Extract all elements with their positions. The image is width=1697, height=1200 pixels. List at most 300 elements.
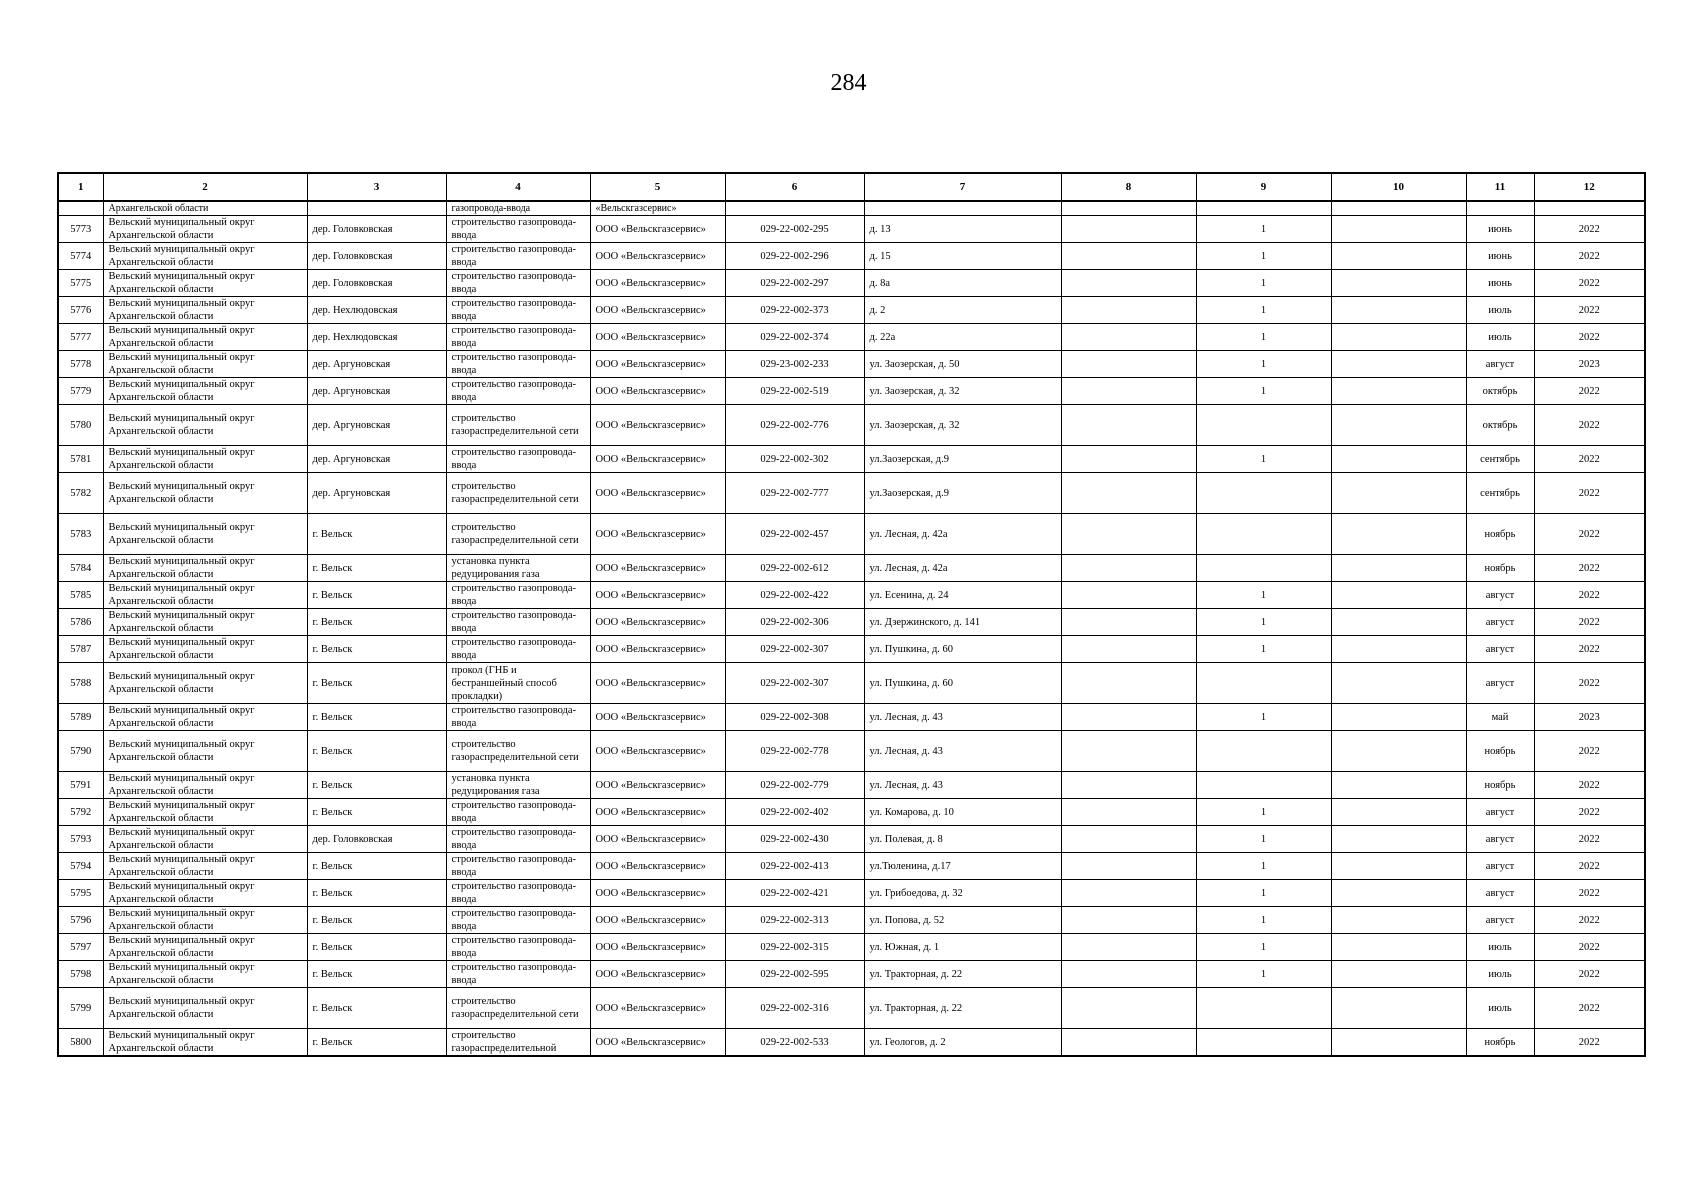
cell-col10 <box>1331 907 1466 934</box>
cell-year: 2022 <box>1534 446 1645 473</box>
cell-year: 2023 <box>1534 351 1645 378</box>
cell-municipality: Вельский муниципальный округ Архангельской области <box>103 704 307 731</box>
column-header: 1 <box>58 173 103 201</box>
cell-col9: 1 <box>1196 378 1331 405</box>
cell-month: август <box>1466 853 1534 880</box>
cell-work: установка пункта редуцирования газа <box>446 772 590 799</box>
cell-col8 <box>1061 826 1196 853</box>
cell-col9: 1 <box>1196 799 1331 826</box>
column-header: 2 <box>103 173 307 201</box>
cell-settlement: г. Вельск <box>307 880 446 907</box>
cell-address: д. 2 <box>864 297 1061 324</box>
cell-code: 029-22-002-307 <box>725 636 864 663</box>
cell-settlement: г. Вельск <box>307 853 446 880</box>
cell-municipality: Вельский муниципальный округ Архангельской области <box>103 378 307 405</box>
cell-settlement: дер. Головковская <box>307 826 446 853</box>
cell-settlement: дер. Аргуновская <box>307 378 446 405</box>
cell-work: строительство газопровода-ввода <box>446 704 590 731</box>
cell-work: строительство газопровода-ввода <box>446 324 590 351</box>
cell-work: строительство газораспределительной сети <box>446 731 590 772</box>
cell-address: ул. Есенина, д. 24 <box>864 582 1061 609</box>
cell-col10 <box>1331 378 1466 405</box>
cell-municipality: Вельский муниципальный округ Архангельской области <box>103 826 307 853</box>
cell-municipality: Вельский муниципальный округ Архангельской области <box>103 297 307 324</box>
cell-contractor: ООО «Вельскгазсервис» <box>590 663 725 704</box>
cell-year: 2022 <box>1534 405 1645 446</box>
cell-col9: 1 <box>1196 351 1331 378</box>
cell-col8 <box>1061 216 1196 243</box>
cell-col10 <box>1331 880 1466 907</box>
table-row <box>58 270 1645 297</box>
cell-col9: 1 <box>1196 609 1331 636</box>
cell-col9: 1 <box>1196 826 1331 853</box>
cell-address: ул. Лесная, д. 43 <box>864 704 1061 731</box>
cell-work: строительство газопровода-ввода <box>446 880 590 907</box>
cell-no: 5799 <box>58 988 103 1029</box>
cell-month: июль <box>1466 988 1534 1029</box>
cell-work: строительство газораспределительной сети <box>446 988 590 1029</box>
cell-month: август <box>1466 880 1534 907</box>
cell-col8 <box>1061 961 1196 988</box>
cell-col8 <box>1061 663 1196 704</box>
table-row <box>58 1029 1645 1057</box>
cell-no: 5780 <box>58 405 103 446</box>
cell-contractor: ООО «Вельскгазсервис» <box>590 853 725 880</box>
cell-code: 029-22-002-306 <box>725 609 864 636</box>
cell-col8 <box>1061 988 1196 1029</box>
cell-settlement: г. Вельск <box>307 799 446 826</box>
cell-year: 2022 <box>1534 1029 1645 1057</box>
cell-no: 5795 <box>58 880 103 907</box>
cell-address: д. 8а <box>864 270 1061 297</box>
cell-contractor: «Вельскгазсервис» <box>590 201 725 216</box>
header-row <box>58 173 1645 201</box>
cell-col9: 1 <box>1196 446 1331 473</box>
cell-col8 <box>1061 1029 1196 1057</box>
cell-address: ул. Пушкина, д. 60 <box>864 636 1061 663</box>
cell-col8 <box>1061 555 1196 582</box>
cell-year: 2022 <box>1534 826 1645 853</box>
cell-month: август <box>1466 609 1534 636</box>
cell-contractor: ООО «Вельскгазсервис» <box>590 1029 725 1057</box>
cell-contractor: ООО «Вельскгазсервис» <box>590 609 725 636</box>
cell-settlement: г. Вельск <box>307 961 446 988</box>
cell-settlement: дер. Аргуновская <box>307 446 446 473</box>
cell-code: 029-22-002-595 <box>725 961 864 988</box>
cell-col10 <box>1331 201 1466 216</box>
cell-address: д. 15 <box>864 243 1061 270</box>
cell-month: ноябрь <box>1466 731 1534 772</box>
cell-code: 029-22-002-296 <box>725 243 864 270</box>
cell-month: август <box>1466 826 1534 853</box>
cell-contractor: ООО «Вельскгазсервис» <box>590 961 725 988</box>
cell-no: 5783 <box>58 514 103 555</box>
cell-municipality: Вельский муниципальный округ Архангельской области <box>103 351 307 378</box>
cell-col8 <box>1061 609 1196 636</box>
cell-code: 029-22-002-519 <box>725 378 864 405</box>
column-header: 10 <box>1331 173 1466 201</box>
cell-municipality: Вельский муниципальный округ Архангельской области <box>103 555 307 582</box>
table-row <box>58 609 1645 636</box>
cell-col10 <box>1331 216 1466 243</box>
cell-contractor: ООО «Вельскгазсервис» <box>590 799 725 826</box>
cell-work: строительство газопровода-ввода <box>446 378 590 405</box>
table-row <box>58 446 1645 473</box>
cell-month: июль <box>1466 961 1534 988</box>
cell-col8 <box>1061 324 1196 351</box>
cell-code: 029-23-002-233 <box>725 351 864 378</box>
cell-col9 <box>1196 772 1331 799</box>
table-row <box>58 378 1645 405</box>
cell-settlement: г. Вельск <box>307 988 446 1029</box>
table-row <box>58 880 1645 907</box>
cell-no: 5777 <box>58 324 103 351</box>
column-header: 6 <box>725 173 864 201</box>
cell-address: д. 13 <box>864 216 1061 243</box>
cell-col9 <box>1196 473 1331 514</box>
cell-code: 029-22-002-374 <box>725 324 864 351</box>
cell-year: 2022 <box>1534 988 1645 1029</box>
cell-col8 <box>1061 934 1196 961</box>
cell-municipality: Вельский муниципальный округ Архангельской области <box>103 772 307 799</box>
cell-no: 5796 <box>58 907 103 934</box>
cell-contractor: ООО «Вельскгазсервис» <box>590 582 725 609</box>
table-row <box>58 216 1645 243</box>
table-row <box>58 582 1645 609</box>
cell-contractor: ООО «Вельскгазсервис» <box>590 826 725 853</box>
cell-year: 2022 <box>1534 297 1645 324</box>
column-header: 12 <box>1534 173 1645 201</box>
cell-settlement: г. Вельск <box>307 1029 446 1057</box>
cell-no: 5791 <box>58 772 103 799</box>
cell-settlement: г. Вельск <box>307 582 446 609</box>
cell-municipality: Вельский муниципальный округ Архангельской области <box>103 988 307 1029</box>
cell-month: август <box>1466 799 1534 826</box>
cell-contractor: ООО «Вельскгазсервис» <box>590 297 725 324</box>
cell-col10 <box>1331 582 1466 609</box>
cell-year: 2022 <box>1534 270 1645 297</box>
cell-municipality: Вельский муниципальный округ Архангельской области <box>103 731 307 772</box>
cell-contractor: ООО «Вельскгазсервис» <box>590 636 725 663</box>
cell-code: 029-22-002-457 <box>725 514 864 555</box>
cell-municipality: Вельский муниципальный округ Архангельской области <box>103 324 307 351</box>
cell-settlement: г. Вельск <box>307 555 446 582</box>
cell-municipality: Вельский муниципальный округ Архангельской области <box>103 934 307 961</box>
cell-month: сентябрь <box>1466 446 1534 473</box>
cell-code: 029-22-002-307 <box>725 663 864 704</box>
cell-no: 5797 <box>58 934 103 961</box>
cell-municipality: Вельский муниципальный округ Архангельской области <box>103 473 307 514</box>
cell-year: 2022 <box>1534 378 1645 405</box>
cell-municipality: Вельский муниципальный округ Архангельской области <box>103 243 307 270</box>
continued-row <box>58 201 1645 216</box>
table-row <box>58 555 1645 582</box>
cell-year: 2022 <box>1534 243 1645 270</box>
cell-address: ул. Южная, д. 1 <box>864 934 1061 961</box>
cell-code: 029-22-002-315 <box>725 934 864 961</box>
cell-contractor: ООО «Вельскгазсервис» <box>590 988 725 1029</box>
cell-no: 5798 <box>58 961 103 988</box>
table-row <box>58 934 1645 961</box>
cell-address: ул. Заозерская, д. 32 <box>864 378 1061 405</box>
cell-address: ул. Пушкина, д. 60 <box>864 663 1061 704</box>
cell-code: 029-22-002-295 <box>725 216 864 243</box>
cell-work: установка пункта редуцирования газа <box>446 555 590 582</box>
cell-col10 <box>1331 555 1466 582</box>
table-row <box>58 663 1645 704</box>
cell-contractor: ООО «Вельскгазсервис» <box>590 243 725 270</box>
cell-col10 <box>1331 324 1466 351</box>
cell-year: 2022 <box>1534 555 1645 582</box>
cell-municipality: Вельский муниципальный округ Архангельской области <box>103 446 307 473</box>
cell-col8 <box>1061 582 1196 609</box>
cell-col9 <box>1196 555 1331 582</box>
cell-col10 <box>1331 609 1466 636</box>
cell-col10 <box>1331 1029 1466 1057</box>
cell-address: ул. Геологов, д. 2 <box>864 1029 1061 1057</box>
cell-year: 2023 <box>1534 704 1645 731</box>
table-row <box>58 636 1645 663</box>
cell-col9: 1 <box>1196 270 1331 297</box>
cell-no: 5793 <box>58 826 103 853</box>
cell-month: ноябрь <box>1466 1029 1534 1057</box>
cell-year: 2022 <box>1534 934 1645 961</box>
cell-contractor: ООО «Вельскгазсервис» <box>590 446 725 473</box>
cell-no <box>58 201 103 216</box>
cell-year: 2022 <box>1534 582 1645 609</box>
cell-municipality: Вельский муниципальный округ Архангельской области <box>103 636 307 663</box>
table-row <box>58 297 1645 324</box>
cell-municipality: Вельский муниципальный округ Архангельской области <box>103 1029 307 1057</box>
cell-settlement: дер. Головковская <box>307 243 446 270</box>
cell-col9: 1 <box>1196 216 1331 243</box>
cell-work: строительство газопровода-ввода <box>446 446 590 473</box>
cell-col9: 1 <box>1196 961 1331 988</box>
cell-municipality: Вельский муниципальный округ Архангельской области <box>103 514 307 555</box>
cell-settlement: г. Вельск <box>307 636 446 663</box>
cell-settlement: дер. Аргуновская <box>307 351 446 378</box>
cell-month: июль <box>1466 324 1534 351</box>
cell-col10 <box>1331 446 1466 473</box>
cell-code: 029-22-002-421 <box>725 880 864 907</box>
cell-col9: 1 <box>1196 636 1331 663</box>
cell-month: август <box>1466 907 1534 934</box>
cell-settlement: г. Вельск <box>307 704 446 731</box>
cell-col9 <box>1196 514 1331 555</box>
cell-col8 <box>1061 799 1196 826</box>
cell-code: 029-22-002-779 <box>725 772 864 799</box>
cell-municipality: Вельский муниципальный округ Архангельской области <box>103 907 307 934</box>
cell-address <box>864 201 1061 216</box>
cell-year: 2022 <box>1534 609 1645 636</box>
cell-col9: 1 <box>1196 243 1331 270</box>
cell-year: 2022 <box>1534 514 1645 555</box>
cell-col8 <box>1061 704 1196 731</box>
cell-col10 <box>1331 514 1466 555</box>
cell-settlement: дер. Нехлюдовская <box>307 297 446 324</box>
cell-address: д. 22а <box>864 324 1061 351</box>
cell-work: строительство газопровода-ввода <box>446 243 590 270</box>
table-row <box>58 704 1645 731</box>
cell-contractor: ООО «Вельскгазсервис» <box>590 351 725 378</box>
table-row <box>58 988 1645 1029</box>
table-row <box>58 514 1645 555</box>
cell-no: 5790 <box>58 731 103 772</box>
cell-month: июнь <box>1466 216 1534 243</box>
column-header: 11 <box>1466 173 1534 201</box>
cell-no: 5774 <box>58 243 103 270</box>
cell-col9: 1 <box>1196 297 1331 324</box>
cell-no: 5788 <box>58 663 103 704</box>
cell-month: июнь <box>1466 243 1534 270</box>
cell-no: 5779 <box>58 378 103 405</box>
cell-col10 <box>1331 934 1466 961</box>
cell-year: 2022 <box>1534 772 1645 799</box>
page-number: 284 <box>830 70 867 96</box>
cell-col10 <box>1331 351 1466 378</box>
cell-municipality: Вельский муниципальный округ Архангельской области <box>103 853 307 880</box>
cell-contractor: ООО «Вельскгазсервис» <box>590 216 725 243</box>
cell-year: 2022 <box>1534 731 1645 772</box>
table-row <box>58 405 1645 446</box>
register-table <box>57 172 1646 1057</box>
cell-year: 2022 <box>1534 636 1645 663</box>
cell-no: 5775 <box>58 270 103 297</box>
cell-contractor: ООО «Вельскгазсервис» <box>590 934 725 961</box>
cell-col8 <box>1061 514 1196 555</box>
table-row <box>58 351 1645 378</box>
cell-col8 <box>1061 297 1196 324</box>
cell-col8 <box>1061 907 1196 934</box>
cell-address: ул. Полевая, д. 8 <box>864 826 1061 853</box>
cell-col10 <box>1331 988 1466 1029</box>
cell-col9 <box>1196 405 1331 446</box>
cell-col9: 1 <box>1196 934 1331 961</box>
cell-month: ноябрь <box>1466 555 1534 582</box>
cell-settlement: дер. Головковская <box>307 270 446 297</box>
cell-work: строительство газопровода-ввода <box>446 582 590 609</box>
cell-month: август <box>1466 351 1534 378</box>
cell-col9 <box>1196 731 1331 772</box>
table-row <box>58 772 1645 799</box>
cell-code: 029-22-002-313 <box>725 907 864 934</box>
cell-address: ул. Попова, д. 52 <box>864 907 1061 934</box>
cell-settlement <box>307 201 446 216</box>
cell-no: 5773 <box>58 216 103 243</box>
cell-settlement: дер. Аргуновская <box>307 405 446 446</box>
cell-municipality: Вельский муниципальный округ Архангельской области <box>103 270 307 297</box>
cell-col10 <box>1331 826 1466 853</box>
cell-code: 029-22-002-612 <box>725 555 864 582</box>
cell-col10 <box>1331 243 1466 270</box>
cell-address: ул. Тракторная, д. 22 <box>864 961 1061 988</box>
cell-work: строительство газопровода-ввода <box>446 351 590 378</box>
cell-year: 2022 <box>1534 473 1645 514</box>
column-header: 8 <box>1061 173 1196 201</box>
cell-code: 029-22-002-373 <box>725 297 864 324</box>
cell-col8 <box>1061 378 1196 405</box>
table-row <box>58 853 1645 880</box>
cell-address: ул. Лесная, д. 43 <box>864 731 1061 772</box>
cell-col10 <box>1331 297 1466 324</box>
cell-code: 029-22-002-402 <box>725 799 864 826</box>
column-header: 5 <box>590 173 725 201</box>
cell-col10 <box>1331 961 1466 988</box>
cell-year: 2022 <box>1534 799 1645 826</box>
cell-month: июнь <box>1466 270 1534 297</box>
cell-month: сентябрь <box>1466 473 1534 514</box>
cell-col9 <box>1196 663 1331 704</box>
cell-settlement: дер. Аргуновская <box>307 473 446 514</box>
cell-address: ул. Заозерская, д. 50 <box>864 351 1061 378</box>
cell-col8 <box>1061 473 1196 514</box>
cell-month: октябрь <box>1466 405 1534 446</box>
cell-municipality: Вельский муниципальный округ Архангельской области <box>103 609 307 636</box>
cell-municipality: Вельский муниципальный округ Архангельской области <box>103 405 307 446</box>
cell-col8 <box>1061 853 1196 880</box>
cell-col9 <box>1196 988 1331 1029</box>
cell-month: май <box>1466 704 1534 731</box>
cell-year <box>1534 201 1645 216</box>
cell-settlement: г. Вельск <box>307 663 446 704</box>
cell-settlement: г. Вельск <box>307 907 446 934</box>
cell-contractor: ООО «Вельскгазсервис» <box>590 731 725 772</box>
cell-settlement: г. Вельск <box>307 514 446 555</box>
cell-work: строительство газопровода-ввода <box>446 297 590 324</box>
cell-col10 <box>1331 853 1466 880</box>
table-row <box>58 473 1645 514</box>
table-row <box>58 799 1645 826</box>
cell-col8 <box>1061 772 1196 799</box>
cell-address: ул. Грибоедова, д. 32 <box>864 880 1061 907</box>
cell-address: ул. Лесная, д. 42а <box>864 555 1061 582</box>
cell-work: строительство газопровода-ввода <box>446 609 590 636</box>
cell-work: строительство газопровода-ввода <box>446 799 590 826</box>
table-row <box>58 243 1645 270</box>
cell-no: 5794 <box>58 853 103 880</box>
cell-col9: 1 <box>1196 853 1331 880</box>
cell-work: строительство газопровода-ввода <box>446 216 590 243</box>
cell-code: 029-22-002-316 <box>725 988 864 1029</box>
cell-work: строительство газораспределительной сети <box>446 405 590 446</box>
cell-month: август <box>1466 582 1534 609</box>
cell-month <box>1466 201 1534 216</box>
cell-address: ул. Дзержинского, д. 141 <box>864 609 1061 636</box>
cell-month: август <box>1466 636 1534 663</box>
cell-no: 5782 <box>58 473 103 514</box>
cell-col10 <box>1331 799 1466 826</box>
cell-col8 <box>1061 731 1196 772</box>
column-header: 9 <box>1196 173 1331 201</box>
cell-municipality: Вельский муниципальный округ Архангельской области <box>103 799 307 826</box>
cell-contractor: ООО «Вельскгазсервис» <box>590 324 725 351</box>
cell-settlement: г. Вельск <box>307 772 446 799</box>
cell-municipality: Вельский муниципальный округ Архангельской области <box>103 663 307 704</box>
cell-no: 5781 <box>58 446 103 473</box>
table-row <box>58 907 1645 934</box>
cell-col10 <box>1331 663 1466 704</box>
cell-col10 <box>1331 270 1466 297</box>
cell-col8 <box>1061 201 1196 216</box>
cell-code: 029-22-002-533 <box>725 1029 864 1057</box>
cell-work: строительство газораспределительной сети <box>446 514 590 555</box>
cell-address: ул. Тракторная, д. 22 <box>864 988 1061 1029</box>
cell-work: газопровода-ввода <box>446 201 590 216</box>
column-header: 7 <box>864 173 1061 201</box>
cell-no: 5787 <box>58 636 103 663</box>
cell-contractor: ООО «Вельскгазсервис» <box>590 473 725 514</box>
cell-col9: 1 <box>1196 880 1331 907</box>
